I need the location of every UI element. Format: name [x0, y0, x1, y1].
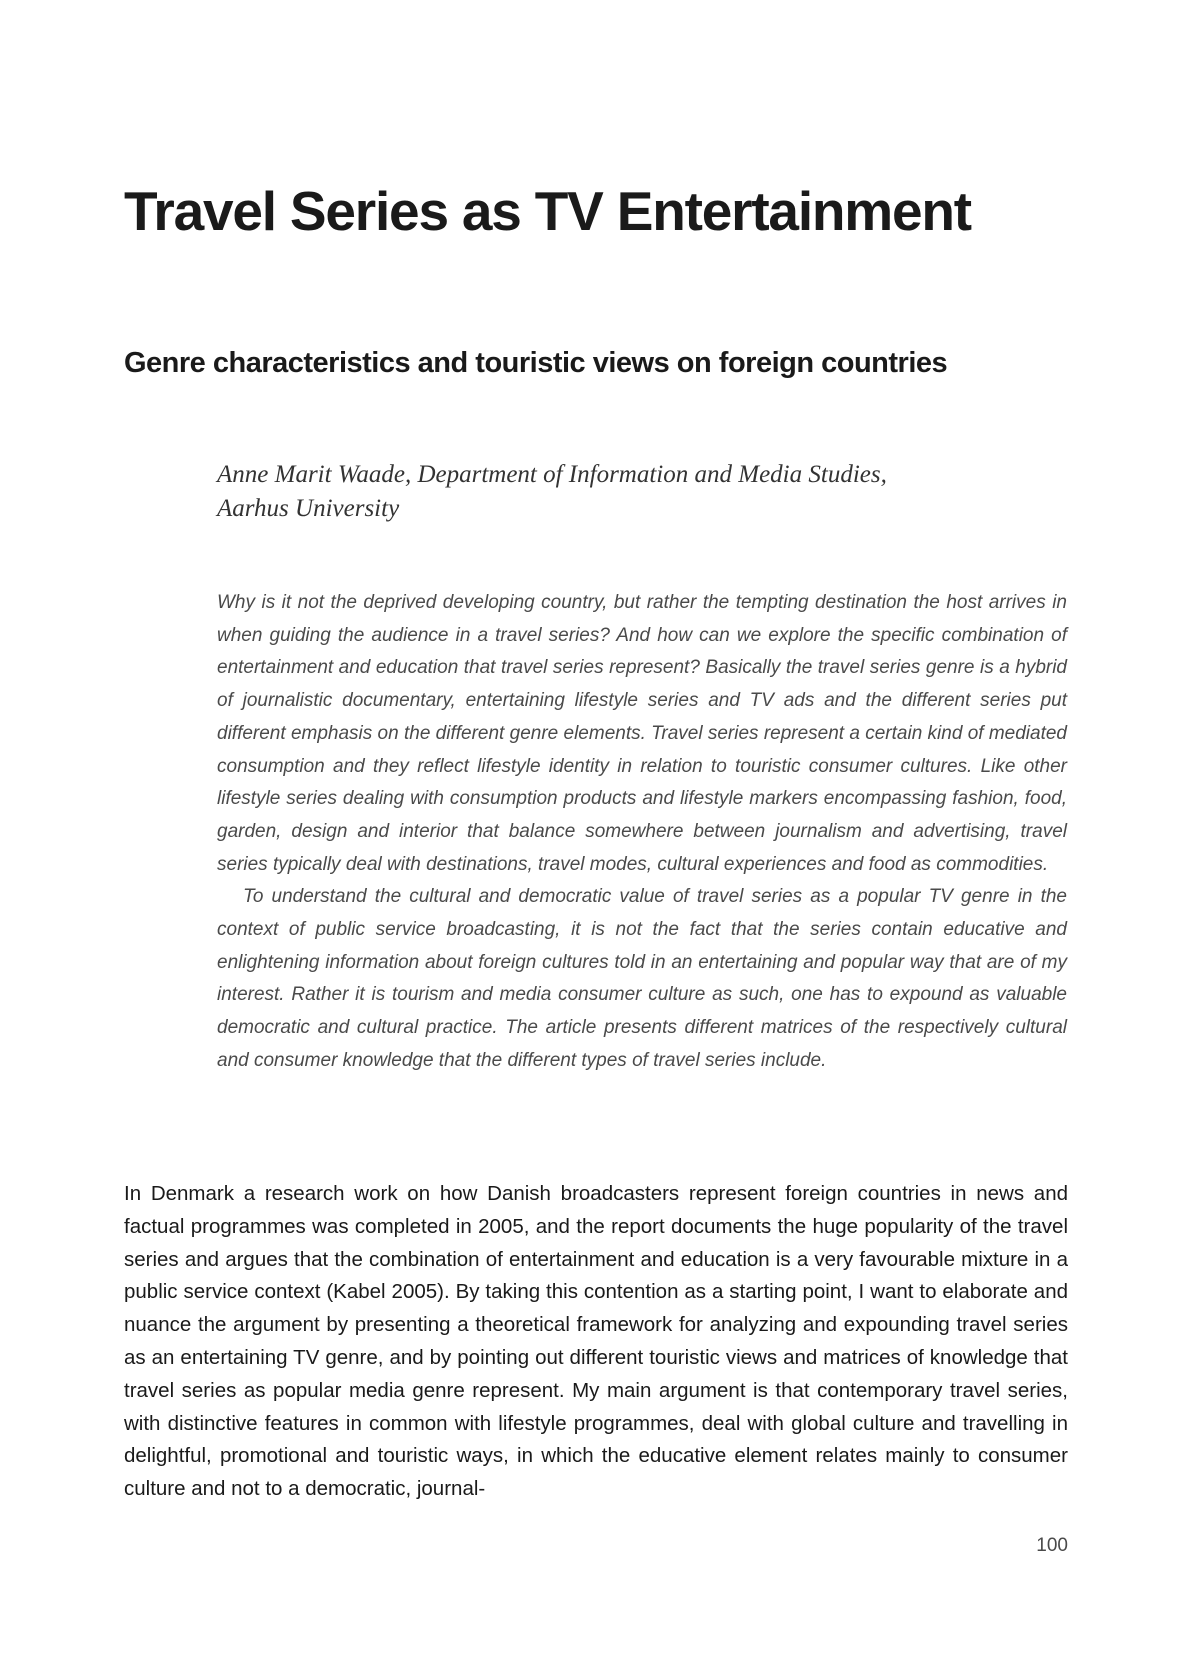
body-paragraph-1: In Denmark a research work on how Danish broadcasters represent foreign countries in news and factual programmes was completed in 2005, and the report documents the huge popularity of the travel series and argues that the combination of entertainment and education is a very favourable mixture in a public service context (Kabel 2005). By taking this contention as a starting point, I want to elaborate and nuance the argument by presenting a theoretical framework for analyzing and expounding travel series as an entertaining TV genre, and by pointing out different touristic views and matrices of knowledge that travel series as popular media genre represent. My main argument is that contemporary travel series, with distinctive features in common with lifestyle programmes, deal with global culture and travelling in delightful, promotional and touristic ways, in which the educative element relates mainly to consumer culture and not to a democratic, journal- — [124, 1182, 1068, 1501]
abstract — [217, 587, 1067, 1078]
abstract-paragraph-1: Why is it not the deprived developing country, but rather the tempting destination the host arrives in when guiding the audience in a travel series? And how can we explore the specific combination of entertainment and education that travel series represent? Basically the travel series genre is a hybrid of journalistic documentary, entertaining lifestyle series and TV ads and the different series put different emphasis on the different genre elements. Travel series represent a certain kind of mediated consumption and they reflect lifestyle identity in relation to touristic consumer cultures. Like other lifestyle series dealing with consumption products and lifestyle markers encompassing fashion, food, garden, design and interior that balance somewhere between journalism and advertising, travel series typically deal with destinations, travel modes, cultural experiences and food as commodities. — [217, 592, 1067, 875]
article-subtitle: Genre characteristics and touristic views on foreign countries — [124, 347, 948, 379]
article-title: Travel Series as TV Entertainment — [124, 180, 971, 242]
author-line-1: Anne Marit Waade, Department of Information and Media Studies, — [217, 461, 887, 488]
author-line-2: Aarhus University — [217, 495, 400, 522]
body-text — [124, 1178, 1068, 1506]
abstract-paragraph-2: To understand the cultural and democratic value of travel series as a popular TV genre in the context of public service broadcasting, it is not the fact that the series contain educative and enlightening information about foreign cultures told in an entertaining and popular way that are of my interest. Rather it is tourism and media consumer culture as such, one has to expound as valuable democratic and cultural practice. The article presents different matrices of the respectively cultural and consumer knowledge that the different types of travel series include. — [217, 886, 1067, 1071]
author-affiliation — [217, 458, 1067, 526]
page-number: 100 — [1036, 1535, 1068, 1556]
